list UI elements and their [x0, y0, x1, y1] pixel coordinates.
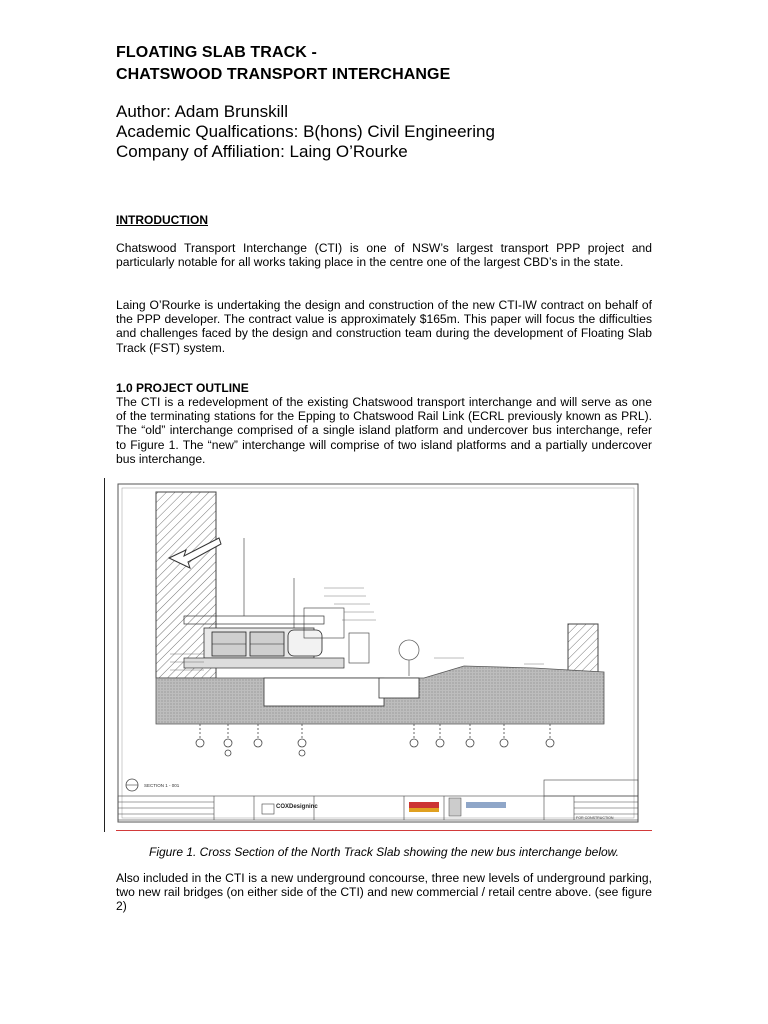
status-label: FOR CONSTRUCTION	[576, 816, 614, 820]
section-label: SECTION 1 - 001	[144, 783, 180, 788]
project-outline-heading: 1.0 PROJECT OUTLINE	[116, 381, 249, 395]
cross-section-drawing	[104, 478, 652, 832]
project-outline-paragraph: The CTI is a redevelopment of the existing Chatswood transport interchange and will serve as one of the terminating stations for the Epping to Chatswood Rail Link (ECRL previously known as PRL). The “old” interchange comprised of a single island platform and undercover bus interchange, refer to Figure 1. The “new” interchange will comprise of two island platforms and a partially undercover bus interchange.	[116, 395, 652, 466]
figure-bottom-rule	[116, 830, 652, 831]
introduction-heading: INTRODUCTION	[116, 213, 208, 227]
figure-caption: Figure 1. Cross Section of the North Track Slab showing the new bus interchange below.	[148, 845, 620, 859]
title-line-1: FLOATING SLAB TRACK -	[116, 44, 317, 61]
title-line-2: CHATSWOOD TRANSPORT INTERCHANGE	[116, 66, 451, 83]
qualifications-line: Academic Qualfications: B(hons) Civil Engineering	[116, 122, 495, 141]
company-line: Company of Affiliation: Laing O’Rourke	[116, 142, 408, 161]
introduction-paragraph-1: Chatswood Transport Interchange (CTI) is one of NSW’s largest transport PPP project and particularly notable for all works taking place in the centre one of the largest CBD’s in the state.	[116, 241, 652, 270]
introduction-paragraph-2: Laing O’Rourke is undertaking the design and construction of the new CTI-IW contract on behalf of the PPP developer. The contract value is approximately $165m. This paper will focus the difficulties and challenges faced by the design and construction team during the development of Floating Slab Track (FST) system.	[116, 298, 652, 355]
author-line: Author: Adam Brunskill	[116, 102, 288, 121]
firm-label: COXDesigninc	[276, 804, 318, 810]
document-title	[116, 42, 450, 86]
author-block	[116, 102, 495, 162]
closing-paragraph: Also included in the CTI is a new underground concourse, three new levels of underground parking, two new rail bridges (on either side of the CTI) and new commercial / retail centre above. (see figure 2)	[116, 871, 652, 914]
